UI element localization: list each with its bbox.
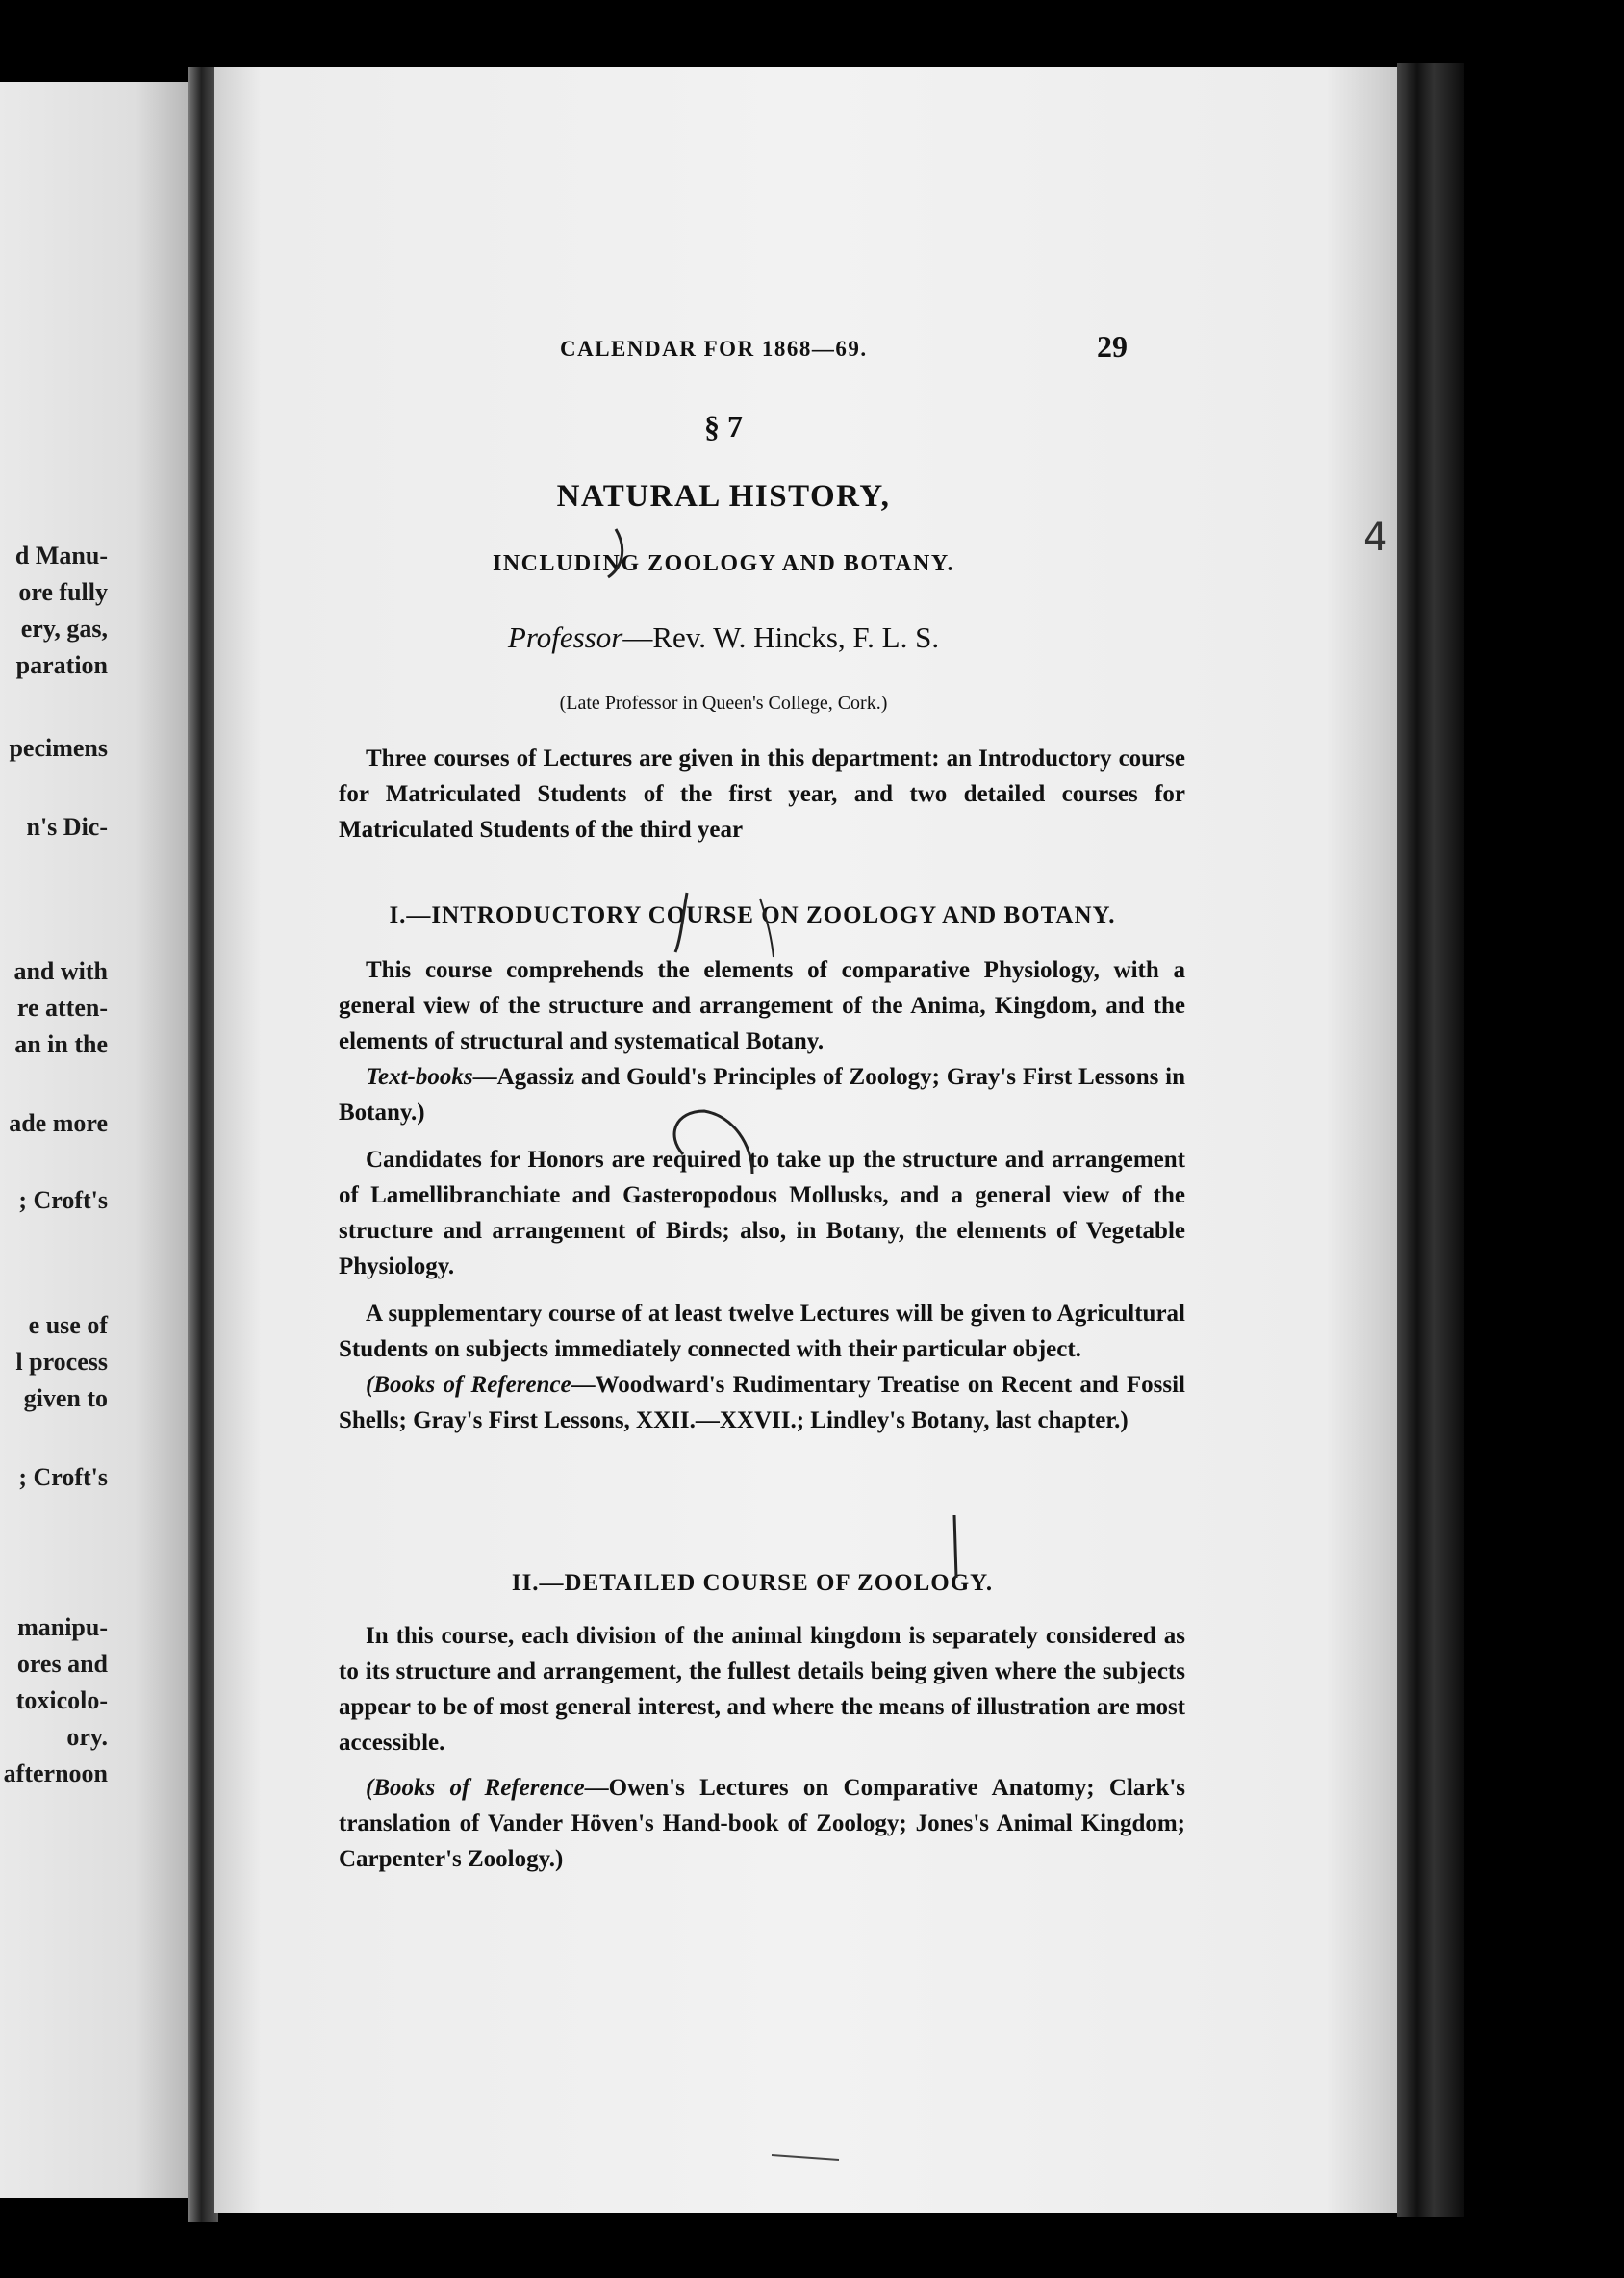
course-2-para-1: In this course, each division of the animal kingdom is separately considered as to its structure and arrangement, the fullest details being given where the subjects appear to be of most general interest, and where the means of illustration are most accessible. (339, 1623, 1185, 1756)
left-line: ore fully (18, 578, 108, 606)
left-line: ; Croft's (18, 1463, 108, 1491)
section-title: NATURAL HISTORY, (556, 479, 891, 514)
left-line: l process (15, 1348, 108, 1376)
references-label: (Books of Reference (366, 1775, 585, 1801)
left-line: pecimens (9, 734, 108, 762)
left-line: ; Croft's (18, 1186, 108, 1214)
left-line: ery, gas, (20, 615, 108, 643)
references-text: —Woodward's Rudimentary Treatise on Recent and Fossil Shells; Gray's First Lessons, XXII.—XXVII.; Lindley's Botany, last chapter.) (339, 1372, 1186, 1433)
references-text: —Owen's Lectures on Comparative Anatomy; Clark's translation of Vander Höven's Hand-book of Zoology; Jones's Animal Kingdom; Carpenter's Zoology.) (339, 1775, 1185, 1872)
left-line: paration (15, 651, 108, 679)
margin-note: 4 (1363, 516, 1388, 560)
left-line: toxicolo- (15, 1686, 108, 1714)
course-1-para-3: A supplementary course of at least twelve Lectures will be given to Agricultural Students on subjects immediately connected with their particular object. (339, 1301, 1185, 1362)
intro-text: Three courses of Lectures are given in this department: an Introductory course for Matriculated Students of the first year, and two detailed courses for Matriculated Students of the third year (339, 746, 1185, 843)
textbooks-text: —Agassiz and Gould's Principles of Zoology; Gray's First Lessons in Botany.) (339, 1064, 1185, 1126)
left-line: ade more (9, 1109, 108, 1137)
textbooks-label: Text-books (366, 1064, 473, 1090)
section-subtitle: INCLUDING ZOOLOGY AND BOTANY. (492, 551, 954, 576)
left-line: re atten- (16, 994, 108, 1022)
previous-page (0, 82, 192, 2198)
section-mark: § 7 (704, 409, 743, 443)
references-label: (Books of Reference (366, 1372, 571, 1398)
left-line: ores and (16, 1650, 108, 1678)
left-line: n's Dic- (26, 813, 108, 841)
professor-label: Professor (507, 620, 623, 654)
page-number: 29 (1097, 329, 1128, 364)
book-page (214, 67, 1397, 2213)
page-edge-shadow (1397, 63, 1464, 2217)
professor-note: (Late Professor in Queen's College, Cork.) (559, 693, 888, 714)
pencil-marks (214, 67, 1397, 2213)
running-head: CALENDAR FOR 1868—69. (560, 337, 868, 361)
left-line: and with (13, 957, 108, 985)
professor-name: —Rev. W. Hincks, F. L. S. (622, 620, 940, 654)
left-line: ory. (66, 1723, 108, 1751)
course-1-para-1: This course comprehends the elements of comparative Physiology, with a general view of the structure and arrangement of the Anima, Kingdom, and the elements of structural and systematical Botany. (339, 957, 1185, 1054)
left-line: given to (23, 1384, 108, 1412)
left-line: e use of (28, 1311, 108, 1339)
course-2-heading: II.—DETAILED COURSE OF ZOOLOGY. (511, 1570, 994, 1596)
left-line: manipu- (17, 1613, 108, 1641)
left-line: afternoon (3, 1759, 108, 1787)
course-1-para-2: Candidates for Honors are required to take up the structure and arrangement of Lamellibranchiate and Gasteropodous Mollusks, and a general view of the structure and arrangement of Birds; also, in Botany, the elements of Vegetable Physiology. (339, 1147, 1185, 1279)
course-1-heading: I.—INTRODUCTORY COURSE ON ZOOLOGY AND BOTANY. (389, 902, 1116, 928)
left-line: an in the (14, 1030, 108, 1058)
left-line: d Manu- (14, 542, 108, 570)
